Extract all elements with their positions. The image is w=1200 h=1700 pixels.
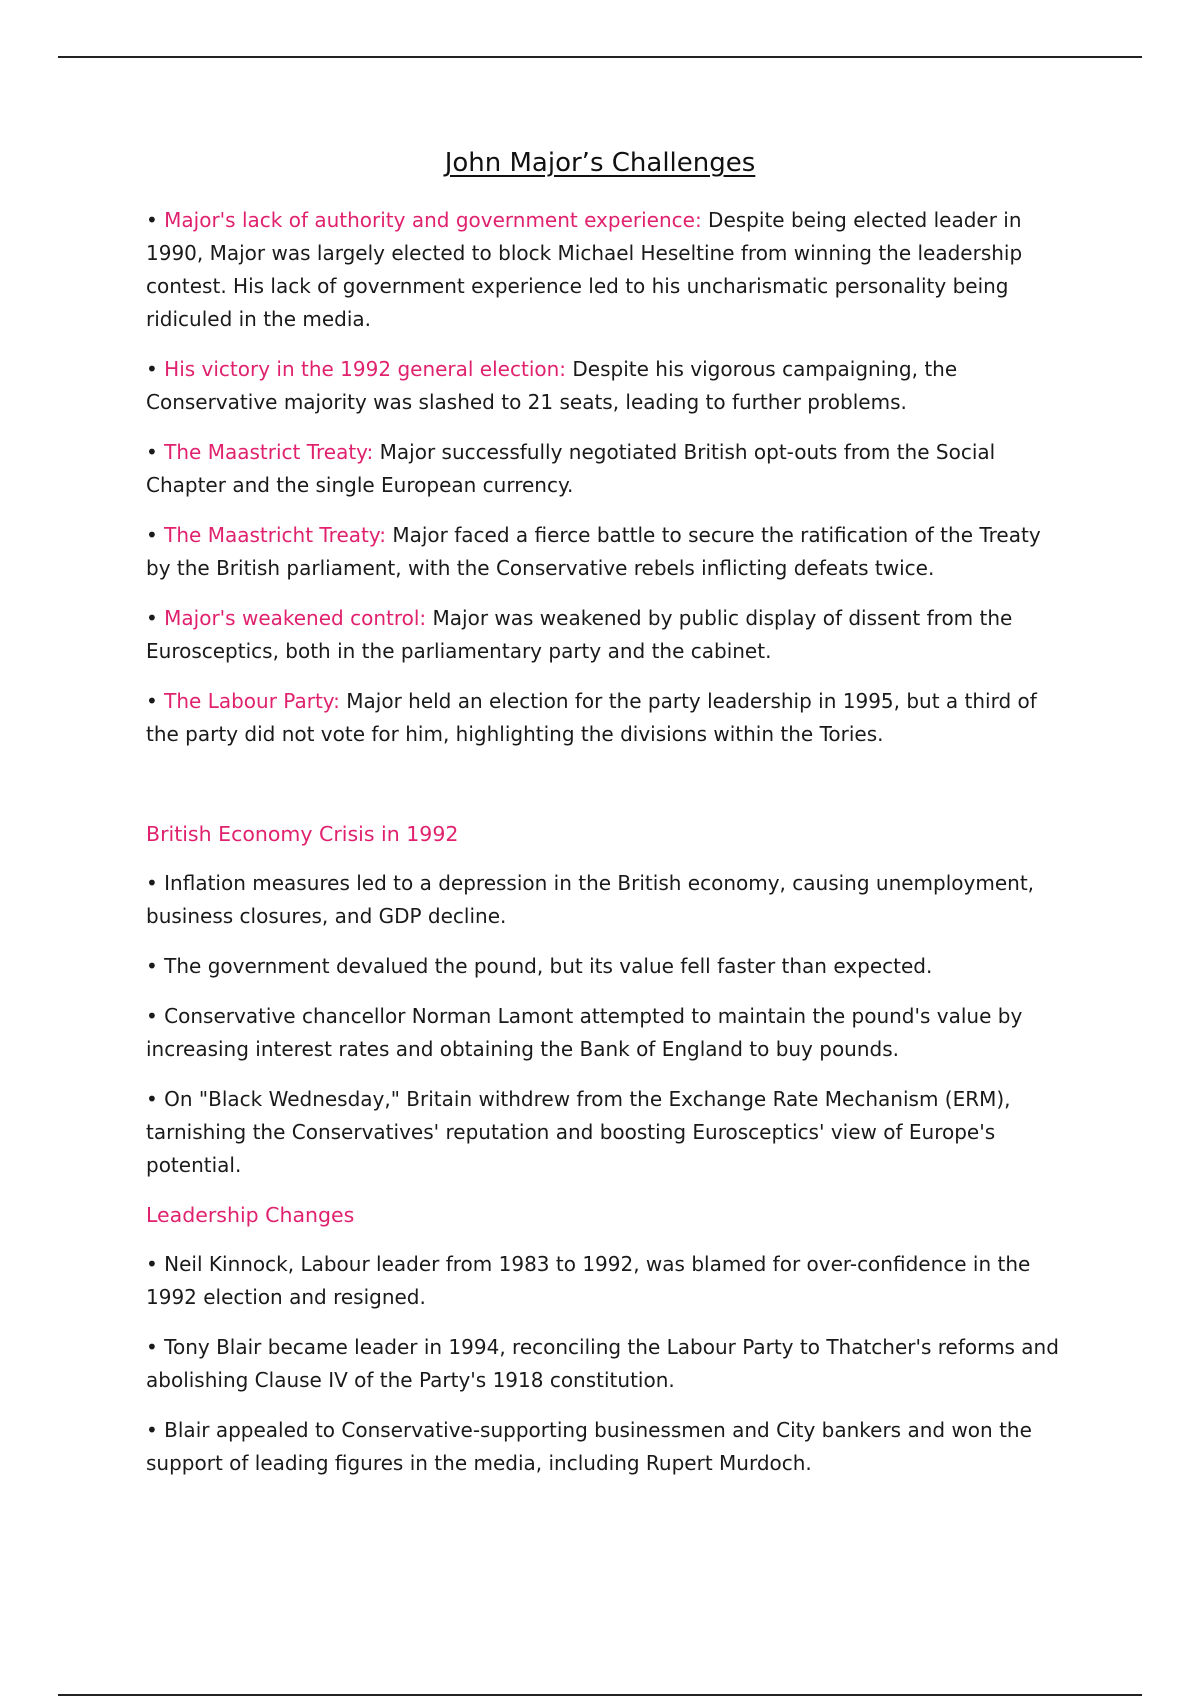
challenge-item: [146, 602, 1066, 668]
bottom-rule: [58, 1694, 1142, 1696]
bullet: •: [146, 523, 165, 547]
challenge-key: Major's lack of authority and government experience:: [164, 208, 702, 232]
leadership-item: • Blair appealed to Conservative-supporting businessmen and City bankers and won the support of leading figures in the media, including Rupert Murdoch.: [146, 1418, 1032, 1475]
page-title: John Major’s Challenges: [444, 148, 756, 178]
challenge-text: Despite his vigorous campaigning, the Conservative majority was slashed to 21 seats, leading to further problems.: [146, 357, 958, 414]
bullet: •: [146, 689, 165, 713]
challenge-item: [146, 204, 1066, 336]
challenge-text: Despite being elected leader in 1990, Major was largely elected to block Michael Heseltine from winning the leadership contest. His lack of government experience led to his uncharismatic personality being ridiculed in the media.: [146, 208, 1023, 331]
bullet: •: [146, 357, 165, 381]
economy-heading: British Economy Crisis in 1992: [146, 822, 459, 846]
economy-item: • On "Black Wednesday," Britain withdrew from the Exchange Rate Mechanism (ERM), tarnishing the Conservatives' reputation and boosting Eurosceptics' view of Europe's potential.: [146, 1087, 1011, 1177]
challenge-item: [146, 519, 1066, 585]
challenge-text: Major faced a fierce battle to secure the ratification of the Treaty by the British parliament, with the Conservative rebels inflicting defeats twice.: [146, 523, 1041, 580]
bullet: •: [146, 208, 165, 232]
challenge-text: Major was weakened by public display of dissent from the Eurosceptics, both in the parliamentary party and the cabinet.: [146, 606, 1013, 663]
challenge-item: [146, 685, 1066, 751]
economy-item: • Inflation measures led to a depression in the British economy, causing unemployment, business closures, and GDP decline.: [146, 871, 1035, 928]
economy-and-leadership-section: [146, 818, 1066, 1497]
economy-item: • Conservative chancellor Norman Lamont attempted to maintain the pound's value by increasing interest rates and obtaining the Bank of England to buy pounds.: [146, 1004, 1023, 1061]
challenge-key: The Maastricht Treaty:: [164, 523, 386, 547]
challenge-key: The Maastrict Treaty:: [164, 440, 374, 464]
bullet: •: [146, 606, 165, 630]
leadership-item: • Tony Blair became leader in 1994, reconciling the Labour Party to Thatcher's reforms and abolishing Clause IV of the Party's 1918 constitution.: [146, 1335, 1059, 1392]
leadership-heading: Leadership Changes: [146, 1203, 355, 1227]
leadership-item: • Neil Kinnock, Labour leader from 1983 to 1992, was blamed for over-confidence in the 1992 election and resigned.: [146, 1252, 1031, 1309]
economy-item: • The government devalued the pound, but its value fell faster than expected.: [146, 954, 933, 978]
challenge-text: Major successfully negotiated British opt-outs from the Social Chapter and the single European currency.: [146, 440, 996, 497]
bullet: •: [146, 440, 165, 464]
challenge-key: Major's weakened control:: [164, 606, 427, 630]
challenge-item: [146, 436, 1066, 502]
challenge-key: His victory in the 1992 general election:: [164, 357, 567, 381]
challenge-item: [146, 353, 1066, 419]
challenges-list: [146, 204, 1066, 768]
challenge-text: Major held an election for the party leadership in 1995, but a third of the party did not vote for him, highlighting the divisions within the Tories.: [146, 689, 1037, 746]
challenge-key: The Labour Party:: [164, 689, 340, 713]
top-rule: [58, 56, 1142, 58]
